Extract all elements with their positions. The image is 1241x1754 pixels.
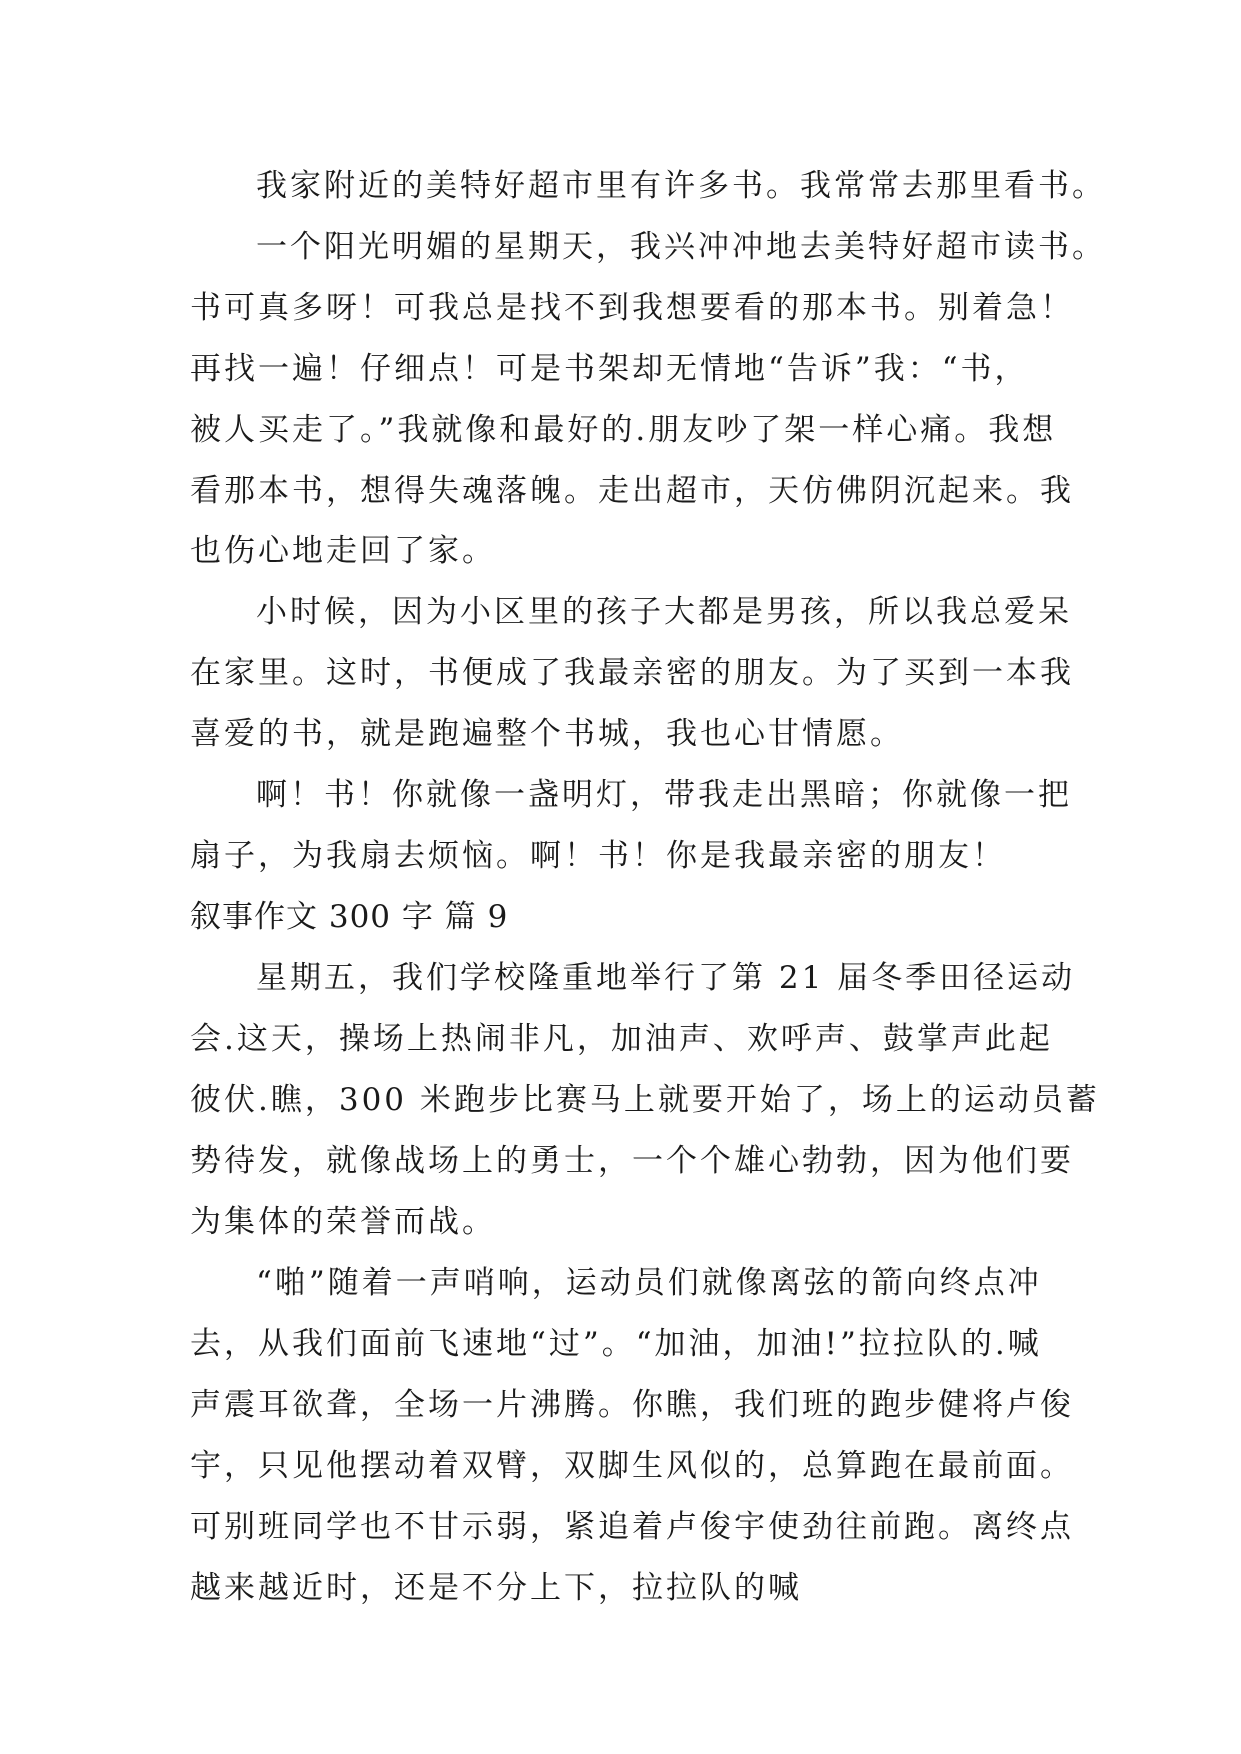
text-line-23: 越来越近时，还是不分上下，拉拉队的喊	[190, 1570, 802, 1606]
text-line-4: 再找一遍！仔细点！可是书架却无情地“告诉”我：“书，	[190, 351, 1029, 387]
text-line-16: 势待发，就像战场上的勇士，一个个雄心勃勃，因为他们要	[190, 1143, 1074, 1179]
text-line-5: 被人买走了。”我就像和最好的.朋友吵了架一样心痛。我想	[190, 412, 1057, 448]
text-line-22: 可别班同学也不甘示弱，紧追着卢俊宇使劲往前跑。离终点	[190, 1509, 1074, 1545]
text-line-15: 彼伏.瞧，300 米跑步比赛马上就要开始了，场上的运动员蓄	[190, 1082, 1100, 1118]
text-line-1: 我家附近的美特好超市里有许多书。我常常去那里看书。	[256, 168, 1106, 204]
text-line-17: 为集体的荣誉而战。	[190, 1204, 496, 1240]
text-line-14: 会.这天，操场上热闹非凡，加油声、欢呼声、鼓掌声此起	[190, 1021, 1053, 1057]
text-line-10: 喜爱的书，就是跑遍整个书城，我也心甘情愿。	[190, 716, 904, 752]
text-line-20: 声震耳欲聋，全场一片沸腾。你瞧，我们班的跑步健将卢俊	[190, 1387, 1074, 1423]
text-line-13: 星期五，我们学校隆重地举行了第 21 届冬季田径运动	[256, 960, 1076, 996]
text-line-19: 去，从我们面前飞速地“过”。“加油，加油!”拉拉队的.喊	[190, 1326, 1042, 1362]
text-line-21: 宇，只见他摆动着双臂，双脚生风似的，总算跑在最前面。	[190, 1448, 1074, 1484]
text-line-12: 扇子，为我扇去烦恼。啊！书！你是我最亲密的朋友！	[190, 838, 1006, 874]
text-line-18: “啪”随着一声哨响，运动员们就像离弦的箭向终点冲	[256, 1265, 1042, 1301]
text-line-6: 看那本书，想得失魂落魄。走出超市，天仿佛阴沉起来。我	[190, 473, 1074, 509]
text-line-2: 一个阳光明媚的星期天，我兴冲冲地去美特好超市读书。	[256, 229, 1106, 265]
text-line-3: 书可真多呀！可我总是找不到我想要看的那本书。别着急！	[190, 290, 1074, 326]
text-line-7: 也伤心地走回了家。	[190, 533, 496, 569]
text-line-8: 小时候，因为小区里的孩子大都是男孩，所以我总爱呆	[256, 594, 1072, 630]
text-line-11: 啊！书！你就像一盏明灯，带我走出黑暗；你就像一把	[256, 777, 1072, 813]
section-heading: 叙事作文 300 字 篇 9	[190, 899, 509, 935]
text-line-9: 在家里。这时，书便成了我最亲密的朋友。为了买到一本我	[190, 655, 1074, 691]
